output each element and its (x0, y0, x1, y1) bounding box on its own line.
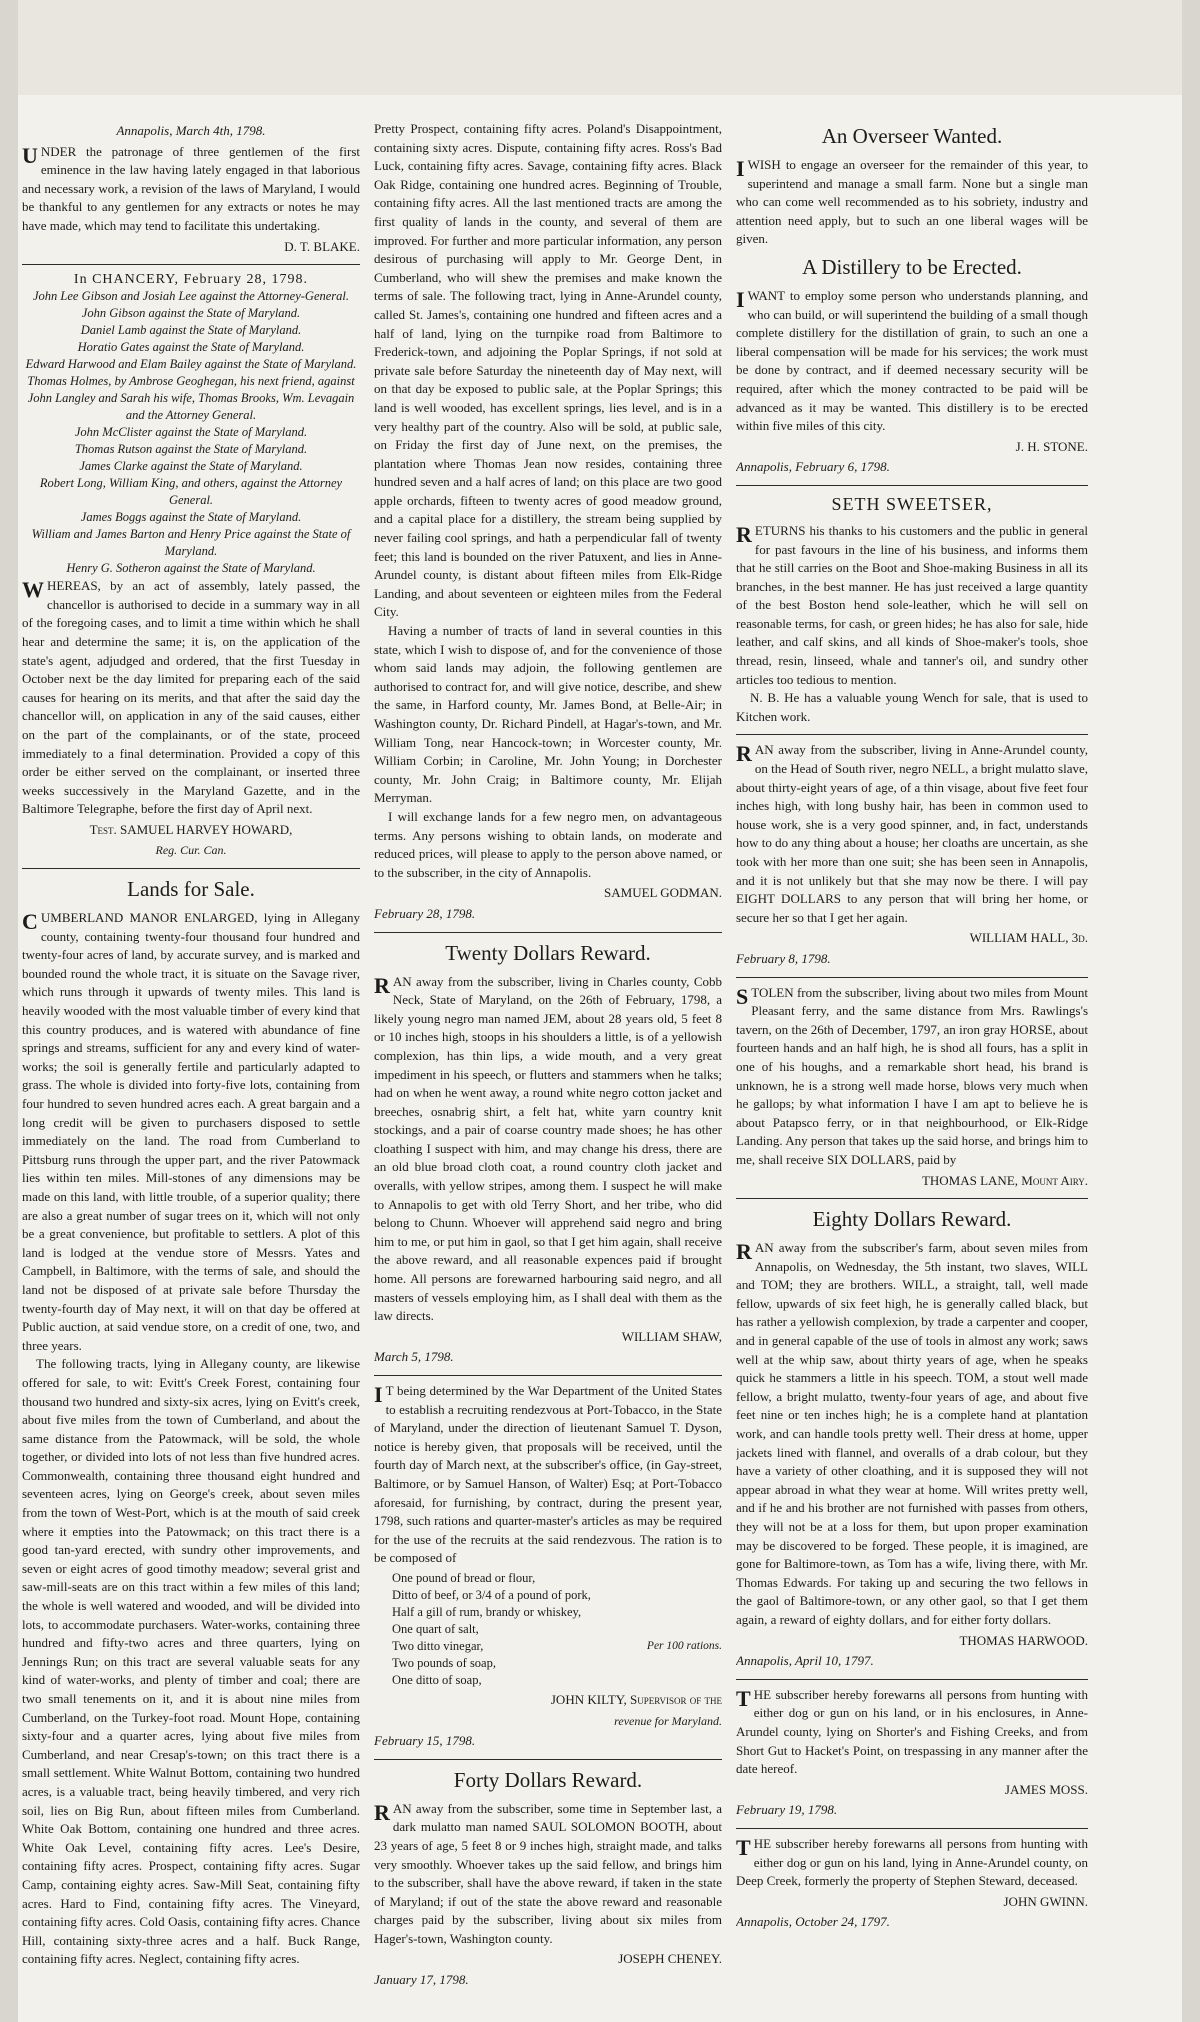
ration-item: Two pounds of soap, (392, 1655, 496, 1670)
dateline: January 17, 1798. (374, 1972, 469, 1988)
drop-letter: I (374, 1382, 383, 1407)
drop-letter: C (22, 909, 38, 935)
divider (22, 264, 360, 265)
notice-body (736, 1686, 1088, 1779)
body-text: AN away from the subscriber, living in Charles county, Cobb Neck, State of Maryland, on the 26th of February, 1798, a likely young negro man named JEM, about 28 years old, 5 feet 8 or 10 inches high, stoops in his shoulders a little, is of a yellowish complexion, has thin lips, a wide mouth, and a very great impediment in his speech, or flutters and stammers when he talks; had on when he went away, a round white negro cotton jacket and breeches, osnabrig shirt, a felt hat, white yarn country knit stockings, and a pair of coarse country made shoes; he has other cloathing I suspect with him, and may change his dress, there are an old blue broad cloth coat, a round country cloth jacket and overalls, with yellow stripes, among them. I suspect he will make to Annapolis to get with old Terry Short, and her tribe, who did belong to Chunn. Whoever will apprehend said negro and bring him to me, or put him in gaol, so that I get him again, shall receive the above reward, and all reasonable expences paid if brought home. All persons are forewarned harbouring said negro, and all masters of vessels employing him, as I shall deal with them as the law directs. (374, 973, 722, 1324)
notice-body (736, 522, 1088, 689)
war-department-notice (374, 1382, 722, 1751)
notice-body (374, 1800, 722, 1949)
notice-body (736, 984, 1088, 1170)
case-line: Thomas Rutson against the State of Maryland. (74, 442, 308, 457)
case-line: Thomas Holmes, by Ambrose Geoghegan, his next friend, against John Langley and Sarah his wife, Thomas Brooks, Wm. Levagain and the Attorney General. (27, 374, 355, 423)
body-text: AN away from the subscriber, living in Anne-Arundel county, on the Head of South river, negro NELL, a bright mulatto slave, about thirty-eight years of age, of a thin visage, about five feet four inches high, with long bushy hair, has been in common used to house work, she is a very good spinner, and, in fact, understands how to do any thing about a house; her cloaths are uncertain, as she took with her more than one suit; she has been seen in Annapolis, and it is not unlikely but that she may now be there. I will pay EIGHT DOLLARS to any person that will bring her home, or secure her so that I get her again. (736, 742, 1088, 925)
gwinn-notice (736, 1835, 1088, 1932)
signature: JOSEPH CHENEY. (618, 1951, 722, 1967)
drop-letter: R (736, 1239, 752, 1265)
ration-item: One ditto of soap, (392, 1672, 482, 1687)
drop-letter: U (22, 142, 38, 168)
ration-item: Two ditto vinegar, Per 100 rations. (392, 1638, 722, 1653)
chancery-heading: In CHANCERY, February 28, 1798. (73, 272, 309, 288)
ration-item: Half a gill of rum, brandy or whiskey, (392, 1604, 582, 1619)
body-text: I will exchange lands for a few negro men, on advantageous terms. Any persons wishing to obtain lands, on moderate and reduced prices, will please to apply to the person above named, or to the subscriber, in the city of Annapolis. (374, 808, 722, 880)
case-line: Henry G. Sotheron against the State of Maryland. (66, 561, 316, 576)
body-text: UMBERLAND MANOR ENLARGED, lying in Allegany county, containing twenty-four thousand four hundred and twenty-four acres of land, by accurate survey, and is marked and bounded round the whole tract, it is situate on the Savage river, which runs through it upwards of twenty miles. This land is heavily wooded with the most valuable timber of every kind that this country produces, and is watered with abundance of fine springs and streams, sufficient for any and every kind of water-works; the soil is generally fertile and particularly adapted to grass. The whole is divided into forty-five lots, containing from four hundred to seven hundred acres each. A great bargain and a long credit will be given to purchasers disposed to settle immediately on the land. The road from Cumberland to Pittsburg runs through the upper part, and the river Patowmack lies within ten miles. Mill-stones of any dimensions may be made on this land, with little trouble, of a superior quality; there are also a great number of sugar trees on it, which will not only be a great convenience, but profitable to settlers. A plot of this land is lodged at the vendue store of Messrs. Yates and Campbell, in Baltimore, with the terms of sale, and should the land not be disposed of at private sale before Thursday the twenty-fourth day of May next, it will on that day be offered at Public auction, at said vendue store, on a credit of one, two, and three years. (22, 910, 360, 1353)
body-text: The following tracts, lying in Allegany county, are likewise offered for sale, to wit: Evitt's Creek Forest, containing four thousand two hundred and sixty-six acres, lying on Evitt's creek, about five miles from the town of Cumberland, and about the same distance from the Patowmack, will be sold, the whole together, or divided into lots of not less than five hundred acres. Commonwealth, containing three thousand eight hundred and seventeen acres, lying on George's creek, about seven miles from the town of West-Port, which is at the mouth of said creek where it empties into the Patowmack; on this tract there is a good tan-yard erected, with sundry other improvements, and seven or eight acres of good timothy meadow; several grist and saw-mill-seats are on this tract within a few miles of this land; the whole is well watered and wooded, and will be divided into lots, to accommodate purchasers. Water-works, containing three hundred and fifty-two acres and three quarters, lying on Jennings Run; on this tract are several valuable seats for any kind of water-works, and plenty of timber and coal; there are two small tenements on it, and it is about nine miles from Cumberland, on the Turkey-foot road. Mount Hope, containing sixty-four and a quarter acres, lying about five miles from Cumberland, and near Cresap's-town; on this tract there is a small settlement. White Walnut Bottom, containing two hundred acres, is a valuable tract, being heavily timbered, and very rich soil, lies on Big Run, about fifteen miles from Cumberland. White Oak Bottom, containing one hundred and three acres. White Oak Level, containing fifty acres. Lee's Desire, containing fifty acres. Prospect, containing fifty acres. Sugar Camp, containing eighty acres. Saw-Mill Seat, containing fifty acres. Hard to Find, containing fifty acres. The Vineyard, containing fifty acres. Cold Oasis, containing fifty acres. Chance Hill, containing sixty-three acres and a half. Buck Range, containing fifty acres. Neglect, containing fifty acres. (22, 1356, 360, 1967)
signature: JOHN GWINN. (1003, 1893, 1088, 1909)
notice-body (22, 143, 360, 236)
signature: WILLIAM SHAW, (621, 1328, 722, 1344)
signature: JOHN KILTY, Supervisor of the (550, 1691, 722, 1707)
notice-body (22, 909, 360, 1355)
dateline: February 8, 1798. (736, 950, 831, 966)
notice-body (374, 1382, 722, 1568)
blake-notice (22, 122, 360, 256)
forty-dollars-ad (374, 1766, 722, 1990)
signature: THOMAS HARWOOD. (959, 1632, 1088, 1648)
notice-body (736, 1835, 1088, 1891)
drop-letter: R (736, 521, 752, 547)
case-line: John Lee Gibson and Josiah Lee against the Attorney-General. (32, 289, 350, 304)
chancery-notice (22, 271, 360, 860)
case-line: John McClister against the State of Maryland. (74, 425, 308, 440)
ration-item: Ditto of beef, or 3/4 of a pound of pork, (392, 1587, 591, 1602)
body-text: WANT to employ some person who understands planning, and who can build, or will superintend the building of a small though complete distillery for the distillation of grain, to such an one a liberal compensation will be made for his services; the work must be done by contract, and if deemed necessary security will be required, after which the money contracted to be paid will be advanced as it may be wanted. This distillery is to be erected within five miles of this city. (736, 287, 1088, 434)
body-text: T being determined by the War Department of the United States to establish a recruiting rendezvous at Port-Tobacco, in the State of Maryland, under the direction of lieutenant Samuel T. Dyson, notice is hereby given, that proposals will be received, until the fourth day of March next, at the subscriber's office, (in Gay-street, Baltimore, or by Samuel Hanson, of Walter) Esq; at Port-Tobacco aforesaid, for furnishing, by contract, during the present year, 1798, such rations and quarter-master's articles as may be required for the use of the recruits at the said rendezvous. The ration is to be composed of (374, 1383, 722, 1566)
twenty-dollars-ad (374, 939, 722, 1367)
body-text: AN away from the subscriber's farm, about seven miles from Annapolis, on Wednesday, the 5th instant, two slaves, WILL and TOM; they are brothers. WILL, a straight, tall, well made fellow, upwards of six feet high, he is generally called black, but has rather a yellowish complexion, by trade a carpenter and cooper, and in general capable of the use of tools in almost any work; saws well at the whip saw, about thirty years of age, when he speaks quick he stammers a little in his speech. TOM, a stout well made fellow, a bright mulatto, twenty-four years of age, and about five feet nine or ten inches high; he is a complete hand at plantation work, and can handle tools pretty well. Their dress at home, upper jackets lined with flannel, and overalls of a drab colour, but they have a variety of other cloathing, and it is supposed they will not appear abroad in what they wear at home. Will writes pretty well, and if he and his brother are not furnished with passes from others, they will not be at a loss for them, but upon proper examination may be discovered to be forged. These people, it is imagined, are gone for Baltimore-town, as Tom has a wife, living there, with Mr. Thomas Edwards. For taking up and securing the two fellows in the gaol of Baltimore-town, or any other gaol, so that I get them again, a reward of eighty dollars, and for either forty dollars. (736, 1240, 1088, 1627)
ration-item: One quart of salt, (392, 1621, 479, 1636)
signature-title: revenue for Maryland. (614, 1713, 722, 1728)
signature: Test. SAMUEL HARVEY HOWARD, (89, 821, 293, 837)
drop-letter: T (736, 1834, 751, 1860)
dateline: February 15, 1798. (374, 1733, 476, 1749)
signature: J. H. STONE. (1015, 438, 1088, 454)
stolen-horse-ad (736, 984, 1088, 1191)
drop-letter: S (736, 983, 749, 1009)
lands-for-sale-ad (22, 875, 360, 1969)
dateline: Annapolis, October 24, 1797. (736, 1914, 890, 1930)
divider (736, 1198, 1088, 1199)
body-text: HE subscriber hereby forewarns all persons from hunting with either dog or gun on his land, lying in Anne-Arundel county, on Deep Creek, formerly the property of Stephen Steward, deceased. (736, 1835, 1088, 1889)
drop-letter: W (22, 577, 44, 603)
distillery-ad (736, 253, 1088, 477)
drop-letter: I (736, 156, 745, 181)
sweetser-ad (736, 492, 1088, 727)
dateline: March 5, 1798. (374, 1349, 454, 1365)
scan-top-margin (0, 0, 1200, 95)
ad-heading: Eighty Dollars Reward. (812, 1207, 1012, 1232)
drop-letter: R (736, 741, 752, 767)
overseer-ad (736, 122, 1088, 249)
ration-item: One pound of bread or flour, (392, 1570, 536, 1585)
lands-continued (374, 120, 722, 924)
drop-letter: T (736, 1685, 751, 1711)
divider (374, 1375, 722, 1376)
hall-runaway-ad (736, 741, 1088, 968)
case-line: John Gibson against the State of Maryland. (81, 306, 301, 321)
body-text: WISH to engage an overseer for the remainder of this year, to superintend and manage a small farm. None but a single man who can come well recommended as to his sobriety, industry and attention need apply, but to such an one liberal wages will be given. (736, 157, 1088, 247)
ad-heading: Lands for Sale. (127, 877, 255, 902)
divider (22, 868, 360, 869)
dateline: February 19, 1798. (736, 1802, 838, 1818)
ad-heading: SETH SWEETSER, (831, 493, 993, 514)
nota-bene: N. B. He has a valuable young Wench for sale, that is used to Kitchen work. (736, 690, 1088, 724)
case-line: Horatio Gates against the State of Maryland. (77, 340, 305, 355)
drop-letter: R (374, 1799, 390, 1825)
column-3 (736, 120, 1088, 2014)
body-text: HEREAS, by an act of assembly, lately passed, the chancellor is authorised to decide in a summary way in all of the foregoing cases, and to limit a time within which he shall hear and determine the same; it is, on the application of the state's agent, adjudged and ordered, that the first Tuesday in October next be the day limited for preparing each of the said causes for hearing on its merits, and that after the said day the chancellor will, on application in any of the said causes, either on the part of the complainants, or of the state, proceed immediately to a final determination. Provided a copy of this order be either served on the complainant, or inserted three weeks successively in the Maryland Gazette, and in the Baltimore Telegraphe, before the first day of April next. (22, 578, 360, 817)
signature: SAMUEL GODMAN. (604, 885, 722, 901)
body-text: Having a number of tracts of land in several counties in this state, which I wish to dispose of, and for the convenience of those whom said lands may adjoin, the following gentlemen are authorised to contract for, and will give notice, describe, and shew the same, in Harford county, Mr. James Bond, at Belle-Air; in Washington county, Dr. Richard Pindell, at Hagar's-town, and Mr. William Tong, near Hancock-town; in Worcester county, Mr. William Corbin; in Caroline, Mr. John Young; in Dorchester county, Mr. John Craig; in Baltimore county, Mr. Elijah Merryman. (374, 623, 722, 806)
case-line: James Boggs against the State of Maryland. (80, 510, 302, 525)
moss-notice (736, 1686, 1088, 1820)
column-1 (22, 120, 360, 2014)
ration-list (392, 1570, 722, 1689)
ad-heading: Twenty Dollars Reward. (445, 940, 651, 965)
notice-body (736, 741, 1088, 927)
dateline: February 28, 1798. (374, 905, 476, 921)
case-line: Edward Harwood and Elam Bailey against the State of Maryland. (25, 357, 357, 372)
case-line: James Clarke against the State of Maryland. (79, 459, 303, 474)
ad-heading: A Distillery to be Erected. (802, 254, 1022, 279)
dateline: Annapolis, April 10, 1797. (736, 1653, 874, 1669)
divider (736, 1679, 1088, 1680)
ration-note: Per 100 rations. (646, 1639, 722, 1652)
divider (374, 1759, 722, 1760)
dateline: Annapolis, March 4th, 1798. (116, 123, 266, 138)
notice-body (374, 973, 722, 1326)
dateline: Annapolis, February 6, 1798. (736, 459, 890, 475)
notice-body (736, 156, 1088, 249)
divider (374, 932, 722, 933)
drop-letter: I (736, 286, 745, 312)
body-text: TOLEN from the subscriber, living about two miles from Mount Pleasant ferry, and the same distance from Mrs. Rawlings's tavern, on the 26th of December, 1797, an iron gray HORSE, about fourteen hands and an half high, he is shod all fours, has a split in one of his houghs, and a remarkable short head, his brand is unknown, he is a strong well made horse, blows very much when he gallops; by what information I have I am apt to believe he is about Patapsco ferry, or in that neighbourhood, or Elk-Ridge Landing. Any person that takes up the said horse, and brings him to me, shall receive SIX DOLLARS, paid by (736, 984, 1088, 1167)
case-line: Daniel Lamb against the State of Maryland. (80, 323, 302, 338)
body-text: NDER the patronage of three gentlemen of the first eminence in the law having lately engaged in that laborious and necessary work, a revision of the laws of Maryland, I would be thankful to any gentlemen for any extracts or notes he may have made, which may tend to facilitate this undertaking. (22, 143, 360, 233)
signature: JAMES MOSS. (1004, 1781, 1088, 1797)
body-text: Pretty Prospect, containing fifty acres. Poland's Disappointment, containing sixty acres. Dispute, containing fifty acres. Ross's Bad Luck, containing fifty acres. Savage, containing fifty acres. Black Oak Ridge, containing one hundred acres. Beginning of Trouble, containing fifty acres. All the last mentioned tracts are among the first quality of lands in the county, and several of them are improved. For further and more particular information, any person desirous of purchasing will apply to Mr. George Dent, in Cumberland, who will shew the premises and make known the terms of sale. The following tract, lying in Anne-Arundel county, called St. James's, containing one hundred and fifteen acres and a half of land, lying on the turnpike road from Baltimore to Frederick-town, and adjoining the Poplar Springs, if not sold at private sale before Saturday the nineteenth day of May next, will on that day be exposed to public sale, at the Poplar Springs; this land is well wooded, has excellent springs, lies level, and is in a very healthy part of the country. Also will be sold, at public sale, on Friday the first day of June next, on the premises, the plantation where Thomas Jean now resides, containing three hundred seven and a half acres of land; on this place are two good apple orchards, fifteen to twenty acres of good meadow ground, and a capital place for a distillery, the stream being supplied by never failing cool springs, and hath a perpendicular fall of twenty feet; this land is bounded on the river Patuxent, and lies in Anne-Arundel county, is distant about fifteen miles from Elk-Ridge Landing, and about seventeen or eighteen miles from the Federal City. (374, 121, 722, 620)
ad-heading: Forty Dollars Reward. (453, 1767, 643, 1792)
body-text: ETURNS his thanks to his customers and the public in general for past favours in the line of his business, and informs them that he still carries on the Boot and Shoe-making Business in all its branches, in the best manner. He has just received a large quantity of the best Boston hend sole-leather, which he will sell on reasonable terms, for cash, or green hides; he has also for sale, hide leather, and calf skins, and all kinds of Shoe-maker's tools, shoe thread, resin, linseed, whale and tanner's oil, and sundry other articles too tedious to mention. (736, 522, 1088, 687)
drop-letter: R (374, 972, 390, 998)
divider (736, 734, 1088, 735)
notice-body (736, 1239, 1088, 1629)
scan-right-edge (1182, 0, 1200, 2022)
signature-title: Reg. Cur. Can. (155, 843, 227, 858)
divider (736, 977, 1088, 978)
notice-body (736, 287, 1088, 436)
signature: WILLIAM HALL, 3d. (969, 930, 1088, 946)
signature: D. T. BLAKE. (284, 238, 360, 254)
divider (736, 1828, 1088, 1829)
divider (736, 485, 1088, 486)
body-text: HE subscriber hereby forewarns all persons from hunting with either dog or gun on his land, or in his enclosures, in Anne-Arundel county, lying on Shorter's and Fishing Creeks, and from Short Gut to Hacket's Point, on trespassing in any manner after the date hereof. (736, 1686, 1088, 1777)
case-line: Robert Long, William King, and others, against the Attorney General. (39, 476, 343, 508)
column-2 (374, 120, 722, 2014)
body-text: AN away from the subscriber, some time in September last, a dark mulatto man named SAUL SOLOMON BOOTH, about 23 years of age, 5 feet 8 or 9 inches high, straight made, and talks very smoothly. Whoever takes up the said fellow, and brings him to the subscriber, shall have the above reward, if taken in the state of Maryland; if out of the state the above reward and reasonable charges paid by the subscriber, living about six miles from Hager's-town, Washington county. (374, 1800, 722, 1946)
case-line: William and James Barton and Henry Price against the State of Maryland. (31, 527, 351, 559)
notice-body (22, 577, 360, 819)
eighty-dollars-ad (736, 1205, 1088, 1671)
ad-heading: An Overseer Wanted. (821, 124, 1003, 148)
scan-left-edge (0, 0, 18, 2022)
signature: THOMAS LANE, Mount Airy. (921, 1172, 1088, 1188)
